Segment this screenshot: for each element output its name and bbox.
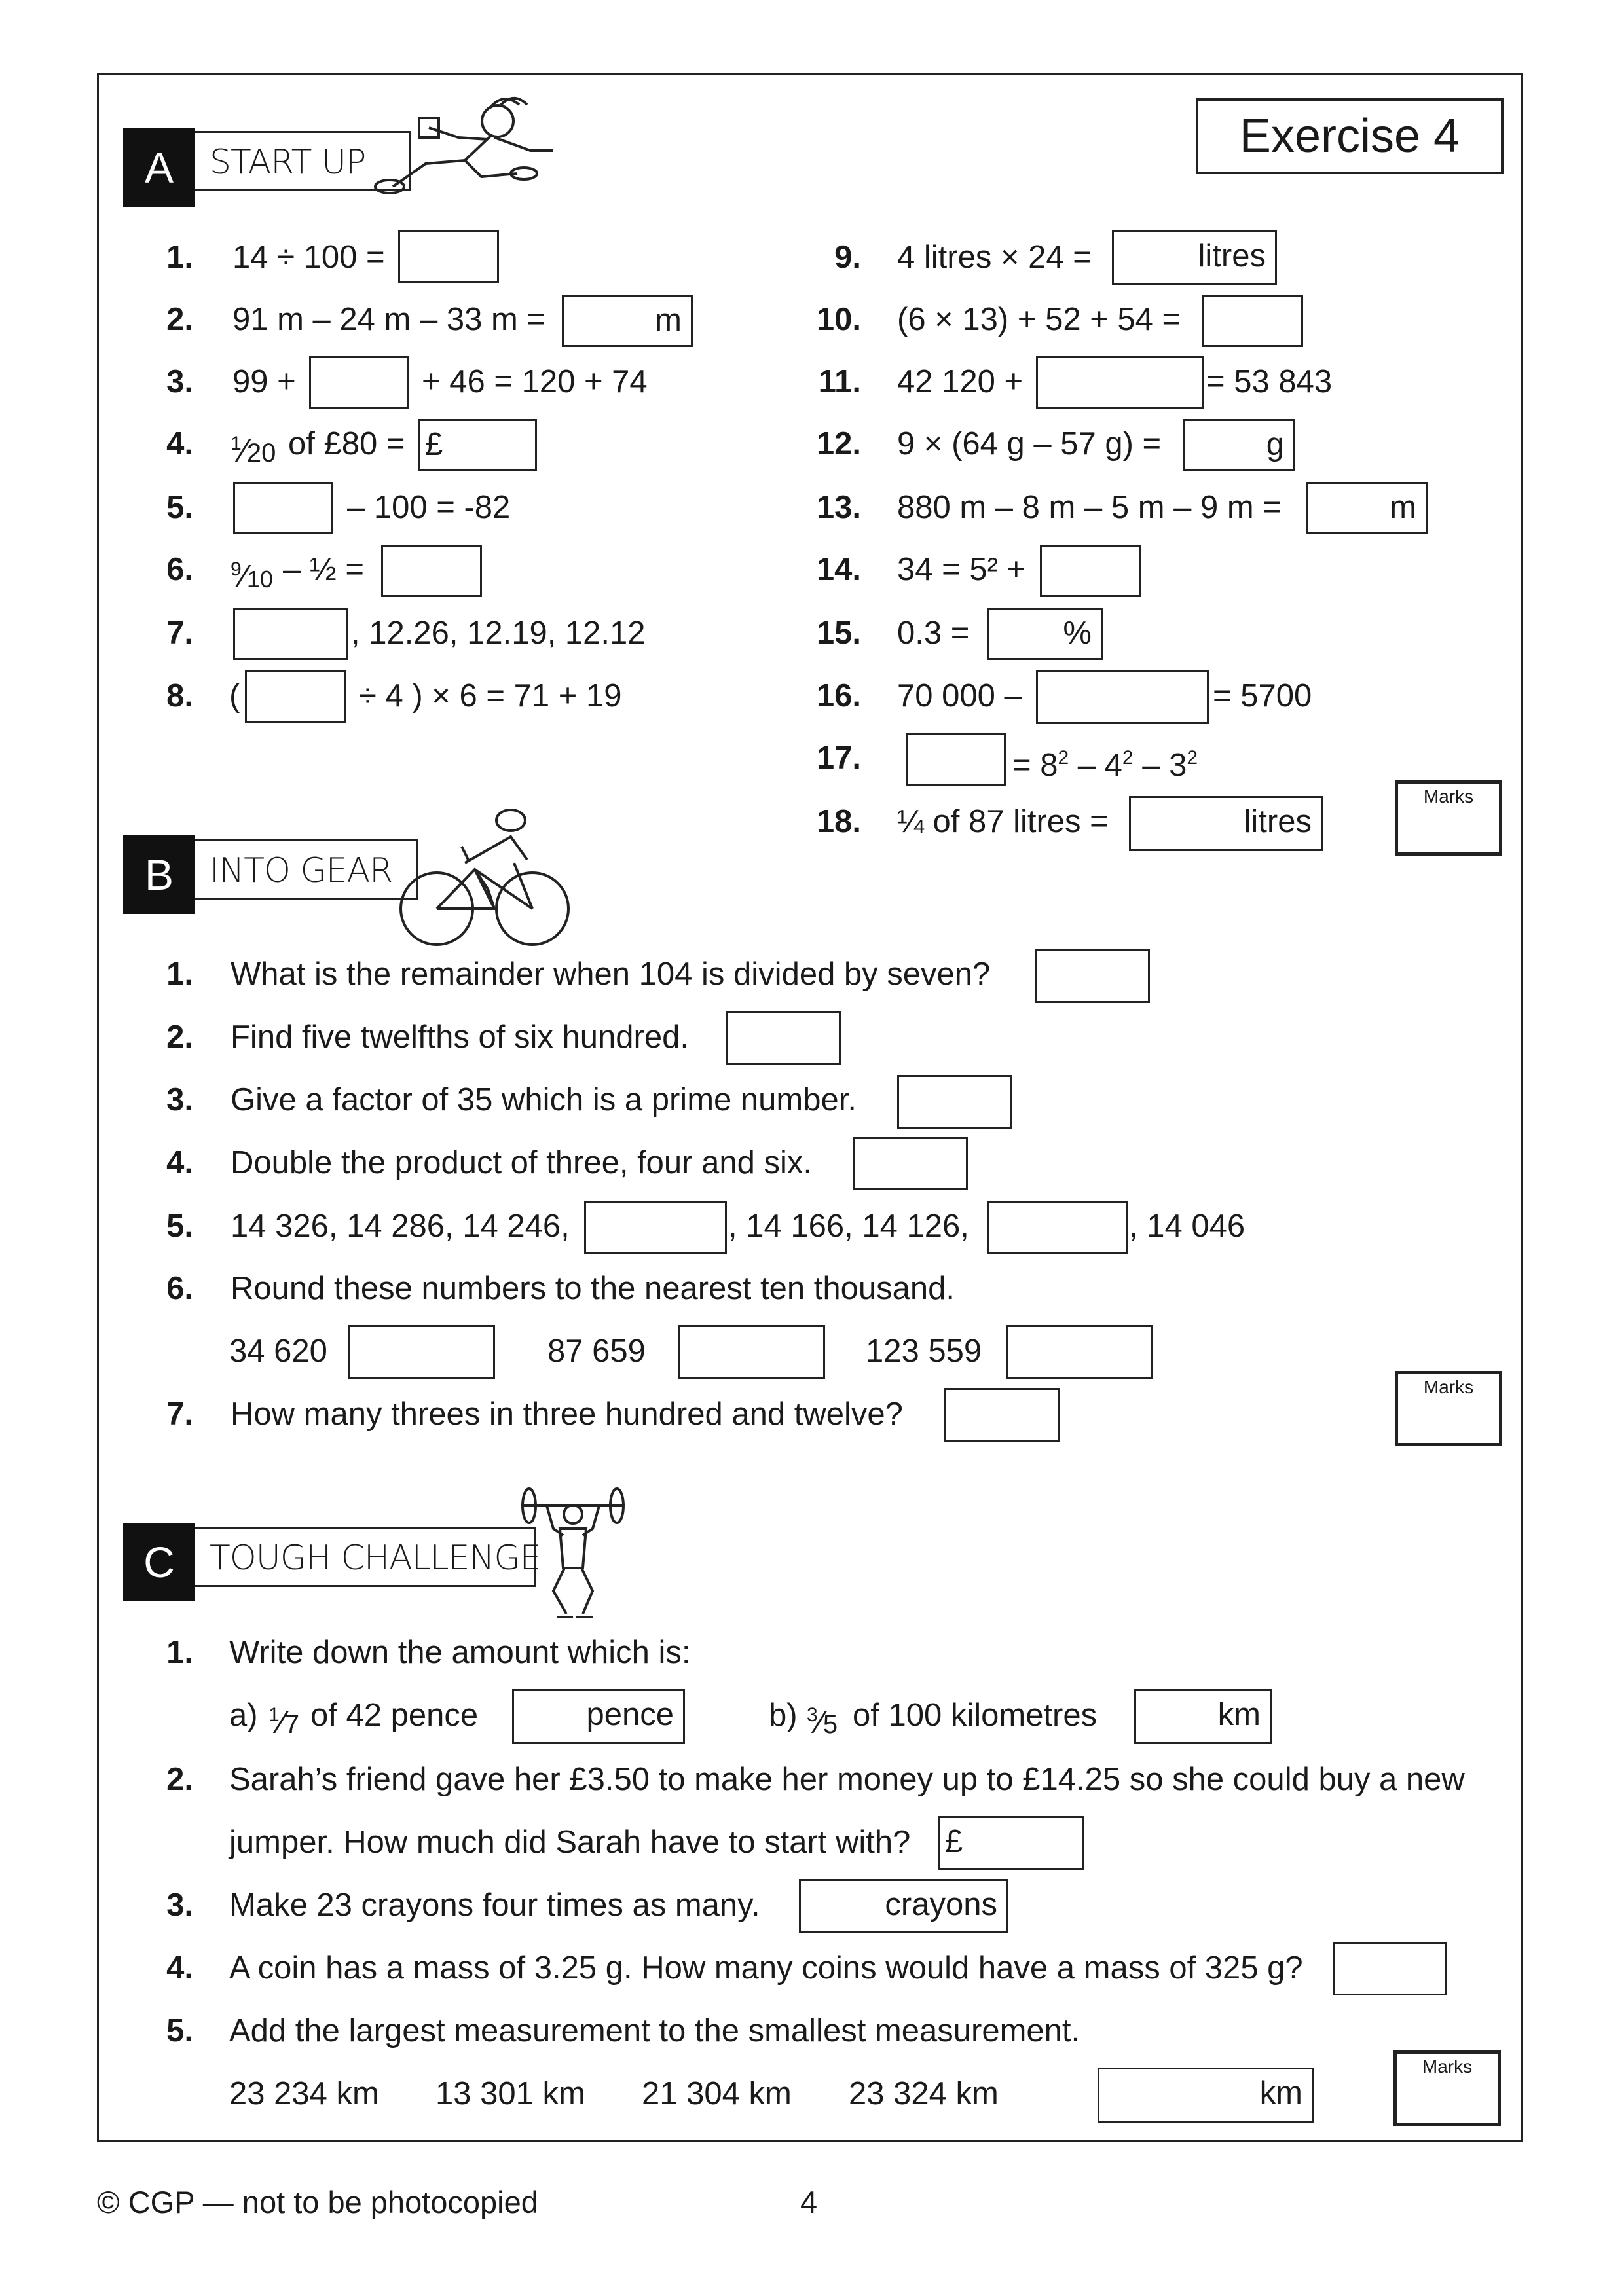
a-q17-exp2: 2 bbox=[1122, 747, 1134, 769]
a-q18-number: 18. bbox=[816, 804, 861, 839]
a-q10-answer-box[interactable] bbox=[1202, 295, 1303, 347]
a-q3-number: 3. bbox=[166, 364, 193, 399]
a-q5-answer-box[interactable] bbox=[233, 482, 333, 534]
c-q5-answer-box[interactable]: km bbox=[1098, 2068, 1314, 2123]
a-q4-fraction-num: 1 bbox=[231, 433, 242, 454]
a-q17-minus2: – 3 bbox=[1133, 748, 1187, 783]
a-q10-number: 10. bbox=[816, 302, 861, 337]
marks-label: Marks bbox=[1423, 786, 1474, 807]
cyclist-illustration-icon bbox=[396, 797, 573, 948]
a-q17-equals: = 8 bbox=[1012, 748, 1058, 783]
a-q6-fraction-den: 10 bbox=[246, 566, 273, 592]
c-q3-number: 3. bbox=[166, 1887, 193, 1923]
a-q1-text: 14 ÷ 100 = bbox=[232, 240, 385, 275]
section-c-marks-box[interactable] bbox=[1393, 2050, 1501, 2126]
b-q6-value-1: 34 620 bbox=[229, 1334, 327, 1369]
b-q5-number: 5. bbox=[166, 1209, 193, 1244]
c-q5-text: Add the largest measurement to the smallest measurement. bbox=[229, 2013, 1080, 2049]
a-q18-text: ¼ of 87 litres = bbox=[897, 804, 1109, 839]
a-q7-answer-box[interactable] bbox=[233, 608, 348, 660]
c-q5-value-3: 21 304 km bbox=[642, 2076, 792, 2111]
a-q16-answer-box[interactable] bbox=[1036, 670, 1209, 724]
a-q4-text: of £80 = bbox=[288, 426, 405, 462]
c-q1-number: 1. bbox=[166, 1635, 193, 1670]
c-q1a-fraction-num: 1 bbox=[268, 1704, 280, 1726]
a-q4-fraction: $^1$⁄20 bbox=[231, 433, 276, 469]
marks-label: Marks bbox=[1423, 1377, 1474, 1397]
a-q8-text-b: ÷ 4 ) × 6 = 71 + 19 bbox=[359, 678, 622, 714]
a-q5-number: 5. bbox=[166, 490, 193, 525]
c-q1a-label: a) bbox=[229, 1698, 258, 1733]
c-q1a-fraction-den: 7 bbox=[284, 1710, 300, 1739]
b-q5-text-b: , 14 166, 14 126, bbox=[728, 1209, 969, 1244]
c-q2-line2: jumper. How much did Sarah have to start with? bbox=[229, 1825, 911, 1860]
a-q15-answer-box[interactable]: % bbox=[987, 608, 1103, 660]
a-q9-number: 9. bbox=[834, 240, 861, 275]
c-q1b-label: b) bbox=[769, 1698, 798, 1733]
section-c-letter: C bbox=[123, 1523, 195, 1601]
b-q6-answer-box-1[interactable] bbox=[348, 1325, 495, 1379]
a-q8-text-a: ( bbox=[229, 678, 240, 714]
section-a-title: START UP bbox=[195, 131, 411, 191]
c-q5-number: 5. bbox=[166, 2013, 193, 2049]
b-q1-text: What is the remainder when 104 is divided by seven? bbox=[231, 957, 991, 992]
a-q5-text: – 100 = -82 bbox=[347, 490, 511, 525]
a-q6-number: 6. bbox=[166, 552, 193, 587]
c-q4-text: A coin has a mass of 3.25 g. How many coins would have a mass of 325 g? bbox=[229, 1950, 1303, 1986]
a-q10-text: (6 × 13) + 52 + 54 = bbox=[897, 302, 1181, 337]
a-q16-number: 16. bbox=[816, 678, 861, 714]
a-q8-number: 8. bbox=[166, 678, 193, 714]
b-q6-number: 6. bbox=[166, 1271, 193, 1306]
b-q5-answer-box-2[interactable] bbox=[987, 1201, 1128, 1254]
c-q1b-fraction: $^3$⁄5 bbox=[807, 1704, 838, 1740]
a-q14-answer-box[interactable] bbox=[1040, 545, 1141, 597]
b-q5-text-c: , 14 046 bbox=[1129, 1209, 1246, 1244]
a-q4-fraction-den: 20 bbox=[246, 439, 276, 467]
section-b-letter: B bbox=[123, 835, 195, 914]
a-q8-answer-box[interactable] bbox=[245, 670, 346, 723]
c-q1a-text: of 42 pence bbox=[310, 1698, 479, 1733]
b-q4-text: Double the product of three, four and six. bbox=[231, 1145, 812, 1180]
a-q6-answer-box[interactable] bbox=[381, 545, 482, 597]
b-q6-value-2: 87 659 bbox=[547, 1334, 646, 1369]
c-q4-number: 4. bbox=[166, 1950, 193, 1986]
b-q1-number: 1. bbox=[166, 957, 193, 992]
a-q7-number: 7. bbox=[166, 615, 193, 651]
b-q5-answer-box-1[interactable] bbox=[584, 1201, 727, 1254]
a-q4-number: 4. bbox=[166, 426, 193, 462]
a-q17-number: 17. bbox=[816, 740, 861, 776]
a-q17-text bbox=[1012, 738, 1198, 785]
b-q2-answer-box[interactable] bbox=[726, 1011, 841, 1065]
a-q11-text-a: 42 120 + bbox=[897, 364, 1024, 399]
a-q13-number: 13. bbox=[816, 490, 861, 525]
marks-label: Marks bbox=[1422, 2056, 1473, 2077]
a-q17-exp1: 2 bbox=[1058, 747, 1069, 769]
c-q1b-fraction-den: 5 bbox=[822, 1710, 838, 1739]
b-q2-number: 2. bbox=[166, 1019, 193, 1055]
c-q3-answer-box[interactable]: crayons bbox=[799, 1879, 1008, 1933]
c-q5-value-2: 13 301 km bbox=[435, 2076, 585, 2111]
c-q2-line1: Sarah’s friend gave her £3.50 to make her money up to £14.25 so she could buy a new bbox=[229, 1762, 1465, 1797]
a-q11-text-b: = 53 843 bbox=[1206, 364, 1333, 399]
a-q12-number: 12. bbox=[816, 426, 861, 462]
a-q17-answer-box[interactable] bbox=[906, 733, 1006, 786]
footer-copyright: © CGP — not to be photocopied bbox=[97, 2185, 538, 2219]
c-q5-value-1: 23 234 km bbox=[229, 2076, 379, 2111]
a-q7-text: , 12.26, 12.19, 12.12 bbox=[351, 615, 646, 651]
section-a-marks-box[interactable] bbox=[1395, 780, 1502, 856]
a-q13-text: 880 m – 8 m – 5 m – 9 m = bbox=[897, 490, 1282, 525]
a-q2-answer-box[interactable]: m bbox=[562, 295, 693, 347]
a-q17-minus1: – 4 bbox=[1069, 748, 1122, 783]
a-q2-text: 91 m – 24 m – 33 m = bbox=[232, 302, 545, 337]
b-q6-answer-box-3[interactable] bbox=[1006, 1325, 1153, 1379]
c-q1-text: Write down the amount which is: bbox=[229, 1635, 691, 1670]
runner-illustration-icon bbox=[367, 95, 576, 200]
b-q5-text-a: 14 326, 14 286, 14 246, bbox=[231, 1209, 570, 1244]
a-q3-text-b: + 46 = 120 + 74 bbox=[422, 364, 648, 399]
section-a-letter: A bbox=[123, 128, 195, 207]
c-q1a-fraction: $^1$⁄7 bbox=[268, 1704, 300, 1740]
a-q1-number: 1. bbox=[166, 240, 193, 275]
a-q3-answer-box[interactable] bbox=[309, 356, 409, 409]
a-q11-answer-box[interactable] bbox=[1036, 356, 1204, 409]
a-q9-answer-box[interactable]: litres bbox=[1112, 230, 1277, 285]
c-q1a-answer-box[interactable]: pence bbox=[512, 1689, 685, 1744]
exercise-title: Exercise 4 bbox=[1196, 98, 1504, 174]
c-q5-value-4: 23 324 km bbox=[849, 2076, 999, 2111]
b-q3-number: 3. bbox=[166, 1082, 193, 1118]
a-q12-text: 9 × (64 g – 57 g) = bbox=[897, 426, 1162, 462]
b-q4-number: 4. bbox=[166, 1145, 193, 1180]
a-q4-answer-box[interactable]: £ bbox=[418, 419, 537, 471]
c-q3-text: Make 23 crayons four times as many. bbox=[229, 1887, 760, 1923]
c-q2-answer-box[interactable]: £ bbox=[938, 1816, 1084, 1870]
b-q7-number: 7. bbox=[166, 1396, 193, 1432]
a-q6-text: – ½ = bbox=[283, 552, 364, 587]
c-q2-number: 2. bbox=[166, 1762, 193, 1797]
b-q6-value-3: 123 559 bbox=[866, 1334, 982, 1369]
b-q3-answer-box[interactable] bbox=[897, 1075, 1012, 1129]
a-q9-text: 4 litres × 24 = bbox=[897, 240, 1092, 275]
a-q14-number: 14. bbox=[816, 552, 861, 587]
weightlifter-illustration-icon bbox=[517, 1483, 629, 1627]
a-q13-answer-box[interactable]: m bbox=[1306, 482, 1428, 534]
c-q1b-answer-box[interactable]: km bbox=[1134, 1689, 1272, 1744]
c-q1b-fraction-num: 3 bbox=[807, 1704, 818, 1726]
a-q1-answer-box[interactable] bbox=[398, 230, 499, 283]
b-q4-answer-box[interactable] bbox=[853, 1137, 968, 1190]
c-q1b-text: of 100 kilometres bbox=[853, 1698, 1098, 1733]
a-q3-text-a: 99 + bbox=[232, 364, 296, 399]
b-q6-text: Round these numbers to the nearest ten thousand. bbox=[231, 1271, 955, 1306]
b-q7-text: How many threes in three hundred and twelve? bbox=[231, 1396, 903, 1432]
a-q12-answer-box[interactable]: g bbox=[1183, 419, 1295, 471]
a-q2-number: 2. bbox=[166, 302, 193, 337]
a-q16-text-b: = 5700 bbox=[1213, 678, 1312, 714]
a-q11-number: 11. bbox=[818, 364, 861, 399]
a-q6-fraction-num: 9 bbox=[231, 558, 242, 580]
section-b-marks-box[interactable] bbox=[1395, 1371, 1502, 1446]
b-q7-answer-box[interactable] bbox=[944, 1388, 1060, 1442]
a-q18-answer-box[interactable]: litres bbox=[1129, 796, 1323, 851]
a-q15-text: 0.3 = bbox=[897, 615, 970, 651]
b-q2-text: Find five twelfths of six hundred. bbox=[231, 1019, 689, 1055]
a-q16-text-a: 70 000 – bbox=[897, 678, 1022, 714]
section-c-title: TOUGH CHALLENGE bbox=[195, 1527, 536, 1587]
b-q1-answer-box[interactable] bbox=[1035, 949, 1150, 1003]
b-q6-answer-box-2[interactable] bbox=[678, 1325, 825, 1379]
footer-page-number: 4 bbox=[800, 2185, 818, 2219]
c-q4-answer-box[interactable] bbox=[1333, 1942, 1447, 1995]
a-q15-number: 15. bbox=[816, 615, 861, 651]
section-b-title: INTO GEAR bbox=[195, 839, 418, 900]
a-q17-exp3: 2 bbox=[1187, 747, 1198, 769]
b-q3-text: Give a factor of 35 which is a prime number. bbox=[231, 1082, 857, 1118]
a-q14-text: 34 = 5² + bbox=[897, 552, 1026, 587]
a-q6-fraction: $^9$⁄10 bbox=[231, 558, 273, 594]
